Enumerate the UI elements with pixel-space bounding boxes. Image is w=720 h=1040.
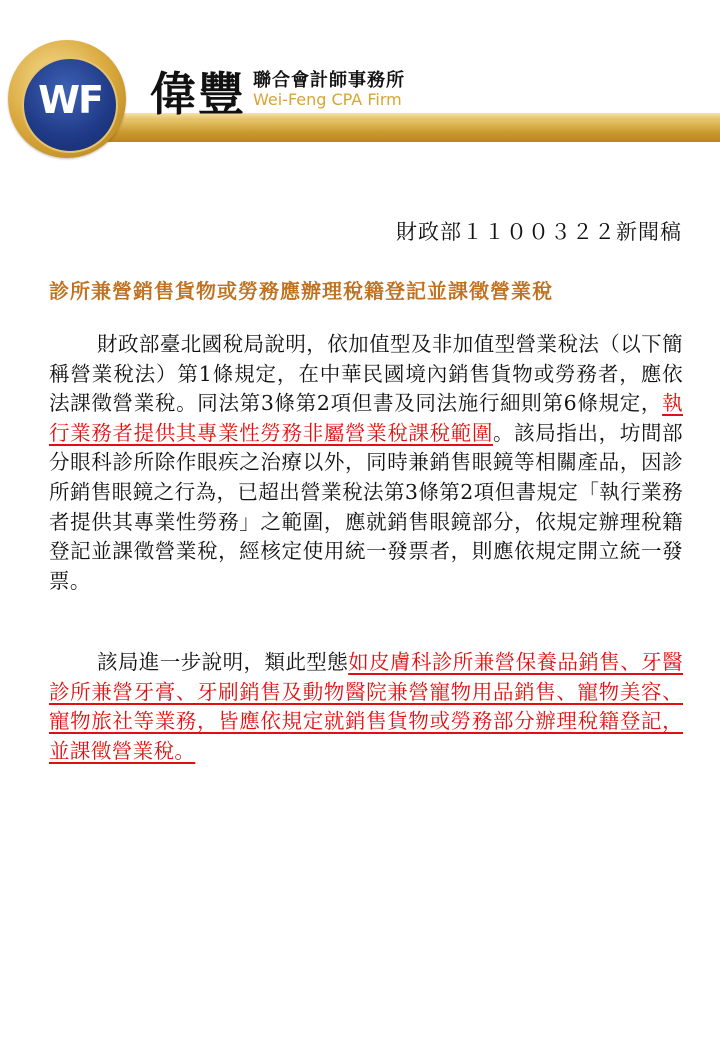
paragraph-2-highlight: 如皮膚科診所兼營保養品銷售、牙醫診所兼營牙膏、牙刷銷售及動物醫院兼營寵物用品銷售、寵物美容、寵物旅社等業務，皆應依規定就銷售貨物或勞務部分辦理稅籍登記，並課徵營業稅。 xyxy=(49,650,683,763)
paragraph-1-text-a: 財政部臺北國稅局說明，依加值型及非加值型營業稅法（以下簡稱營業稅法）第1條規定，在中華民國境內銷售貨物或勞務者，應依法課徵營業稅。同法第3條第2項但書及同法施行細則第6條規定， xyxy=(49,332,683,416)
paragraph-1 xyxy=(49,330,683,596)
document-title: 診所兼營銷售貨物或勞務應辦理稅籍登記並課徵營業稅 xyxy=(49,279,553,303)
logo-wf-text: WF xyxy=(38,78,102,122)
brand-name-cn: 偉豐 xyxy=(150,67,246,121)
firm-name-cn: 聯合會計師事務所 xyxy=(253,70,405,91)
paragraph-2-text-a: 該局進一步說明，類此型態 xyxy=(97,650,349,674)
paragraph-1-highlight: 執行業務者提供其專業性勞務非屬營業稅課稅範圍 xyxy=(49,391,683,445)
paragraph-2 xyxy=(49,648,683,766)
press-release-number: 財政部１１００３２２新聞稿 xyxy=(396,220,682,244)
paragraph-1-text-b: 。該局指出，坊間部分眼科診所除作眼疾之治療以外，同時兼銷售眼鏡等相關產品，因診所銷售眼鏡之行為，已超出營業稅法第3條第2項但書規定「執行業務者提供其專業性勞務」之範圍，應就銷售眼鏡部分，依規定辦理稅籍登記並課徵營業稅，經核定使用統一發票者，則應依規定開立統一發票。 xyxy=(49,420,683,593)
firm-name-en: Wei-Feng CPA Firm xyxy=(253,90,402,109)
